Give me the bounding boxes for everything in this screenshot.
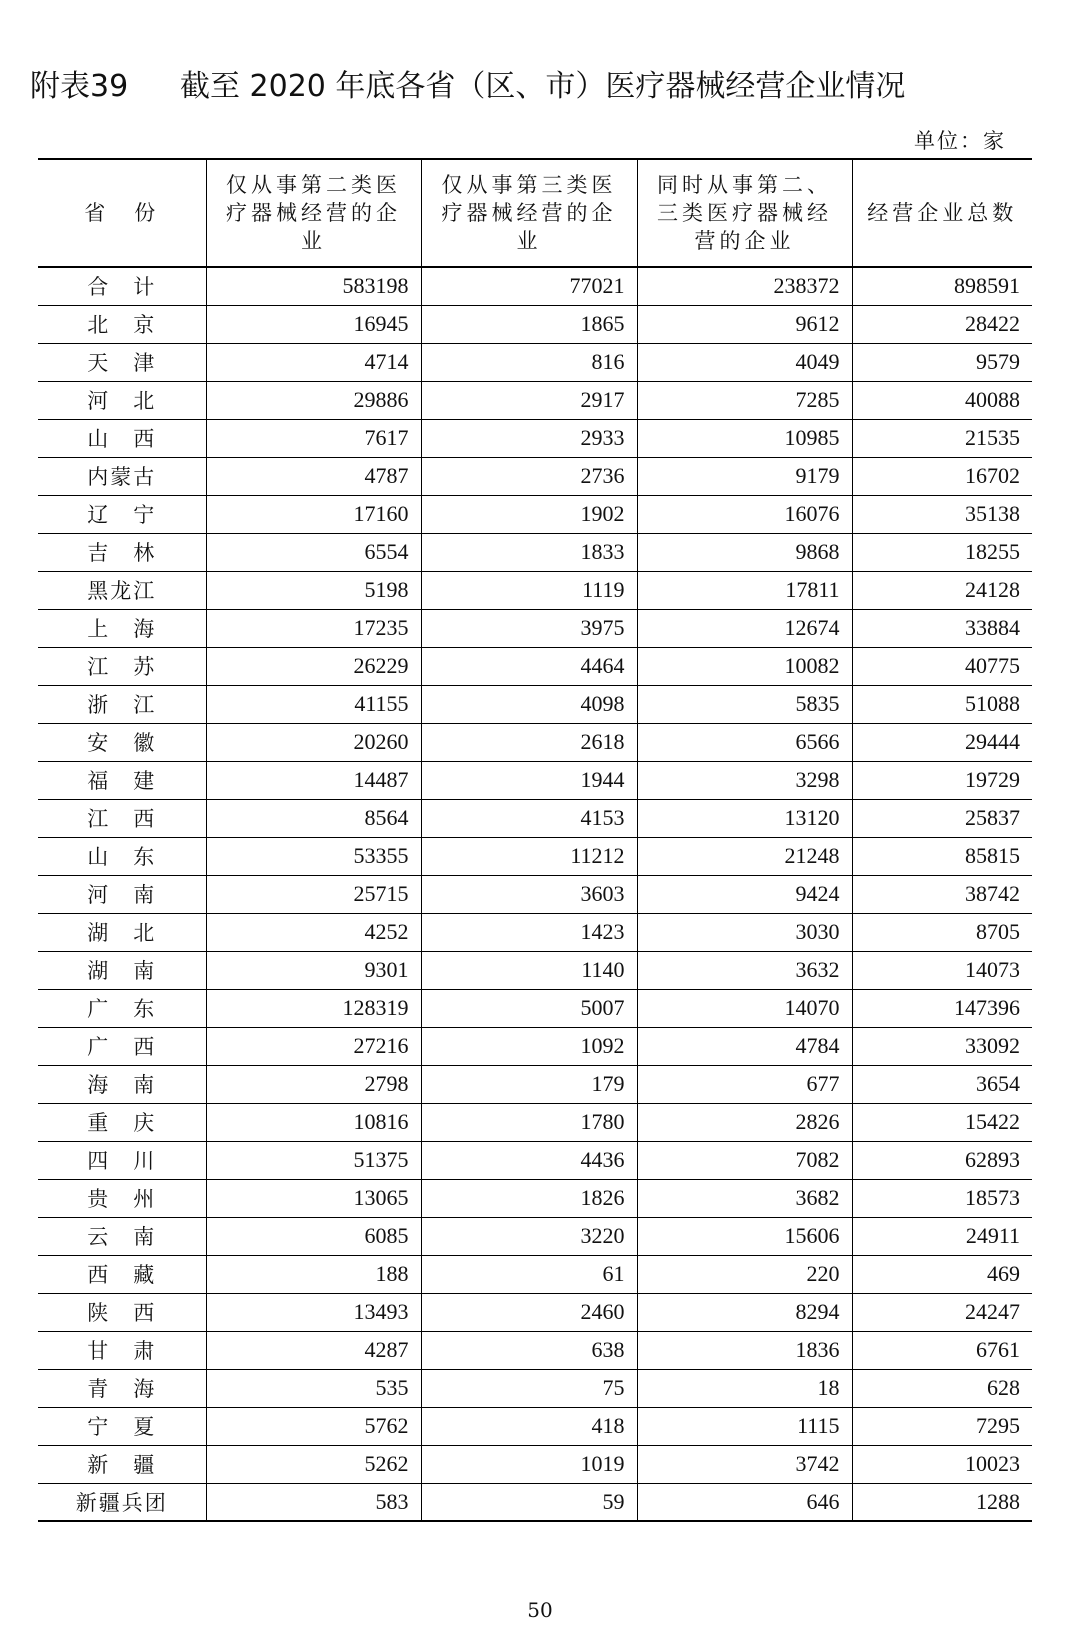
table-row: [38, 1065, 1032, 1103]
class3-only-cell: 77021: [421, 267, 637, 305]
class3-only-cell: 59: [421, 1483, 637, 1521]
province-cell: 贵 州: [38, 1179, 206, 1217]
class3-only-cell: 1423: [421, 913, 637, 951]
province-cell: 吉 林: [38, 533, 206, 571]
total-cell: 62893: [852, 1141, 1032, 1179]
class3-only-cell: 816: [421, 343, 637, 381]
header-class2-and-3: 同时从事第二、三类医疗器械经营的企业: [637, 159, 852, 267]
class2-only-cell: 128319: [206, 989, 421, 1027]
class2-only-cell: 41155: [206, 685, 421, 723]
class2-only-cell: 8564: [206, 799, 421, 837]
table-row: [38, 1141, 1032, 1179]
class3-only-cell: 1865: [421, 305, 637, 343]
total-cell: 33092: [852, 1027, 1032, 1065]
table-row: [38, 989, 1032, 1027]
class2-and-3-cell: 4784: [637, 1027, 852, 1065]
table-title: [30, 62, 1030, 112]
province-cell: 西 藏: [38, 1255, 206, 1293]
class2-and-3-cell: 6566: [637, 723, 852, 761]
class3-only-cell: 1944: [421, 761, 637, 799]
class2-only-cell: 6554: [206, 533, 421, 571]
class2-only-cell: 5198: [206, 571, 421, 609]
province-cell: 合 计: [38, 267, 206, 305]
table-row: [38, 1103, 1032, 1141]
class2-only-cell: 29886: [206, 381, 421, 419]
class2-only-cell: 5762: [206, 1407, 421, 1445]
total-cell: 85815: [852, 837, 1032, 875]
province-cell: 重 庆: [38, 1103, 206, 1141]
class2-only-cell: 7617: [206, 419, 421, 457]
province-cell: 新 疆: [38, 1445, 206, 1483]
province-cell: 甘 肃: [38, 1331, 206, 1369]
class2-only-cell: 17235: [206, 609, 421, 647]
class2-and-3-cell: 9424: [637, 875, 852, 913]
table-row: [38, 305, 1032, 343]
province-cell: 江 苏: [38, 647, 206, 685]
table-row: [38, 799, 1032, 837]
class2-and-3-cell: 10985: [637, 419, 852, 457]
total-cell: 469: [852, 1255, 1032, 1293]
table-row: [38, 761, 1032, 799]
class3-only-cell: 2933: [421, 419, 637, 457]
province-cell: 宁 夏: [38, 1407, 206, 1445]
total-cell: 28422: [852, 305, 1032, 343]
table-row: [38, 913, 1032, 951]
table-row: [38, 381, 1032, 419]
table-row: [38, 571, 1032, 609]
province-cell: 天 津: [38, 343, 206, 381]
table-row: [38, 533, 1032, 571]
class2-and-3-cell: 17811: [637, 571, 852, 609]
province-cell: 上 海: [38, 609, 206, 647]
table-row: [38, 1407, 1032, 1445]
table-number: 附表39: [30, 69, 129, 104]
class2-only-cell: 583: [206, 1483, 421, 1521]
total-cell: 24247: [852, 1293, 1032, 1331]
class2-and-3-cell: 3632: [637, 951, 852, 989]
total-cell: 21535: [852, 419, 1032, 457]
table-row: [38, 1293, 1032, 1331]
class3-only-cell: 2736: [421, 457, 637, 495]
class3-only-cell: 3603: [421, 875, 637, 913]
class3-only-cell: 11212: [421, 837, 637, 875]
province-cell: 陕 西: [38, 1293, 206, 1331]
class2-and-3-cell: 16076: [637, 495, 852, 533]
class2-and-3-cell: 21248: [637, 837, 852, 875]
class2-and-3-cell: 13120: [637, 799, 852, 837]
province-cell: 青 海: [38, 1369, 206, 1407]
class2-and-3-cell: 5835: [637, 685, 852, 723]
total-cell: 898591: [852, 267, 1032, 305]
province-cell: 内蒙古: [38, 457, 206, 495]
table-row: [38, 1483, 1032, 1521]
class3-only-cell: 1092: [421, 1027, 637, 1065]
table-row: [38, 1179, 1032, 1217]
class2-only-cell: 17160: [206, 495, 421, 533]
total-cell: 147396: [852, 989, 1032, 1027]
table-title-text: 截至 2020 年底各省（区、市）医疗器械经营企业情况: [180, 69, 906, 104]
class3-only-cell: 4153: [421, 799, 637, 837]
class3-only-cell: 418: [421, 1407, 637, 1445]
total-cell: 18255: [852, 533, 1032, 571]
class3-only-cell: 1019: [421, 1445, 637, 1483]
table-row: [38, 457, 1032, 495]
province-cell: 福 建: [38, 761, 206, 799]
class2-and-3-cell: 7285: [637, 381, 852, 419]
class3-only-cell: 1780: [421, 1103, 637, 1141]
table-row: [38, 1445, 1032, 1483]
class3-only-cell: 4098: [421, 685, 637, 723]
class2-and-3-cell: 18: [637, 1369, 852, 1407]
class3-only-cell: 1833: [421, 533, 637, 571]
class2-only-cell: 188: [206, 1255, 421, 1293]
province-cell: 湖 南: [38, 951, 206, 989]
class2-only-cell: 16945: [206, 305, 421, 343]
table-row: [38, 1255, 1032, 1293]
class2-only-cell: 4287: [206, 1331, 421, 1369]
class3-only-cell: 1119: [421, 571, 637, 609]
class2-and-3-cell: 220: [637, 1255, 852, 1293]
total-cell: 51088: [852, 685, 1032, 723]
class2-and-3-cell: 9612: [637, 305, 852, 343]
class3-only-cell: 2460: [421, 1293, 637, 1331]
class2-only-cell: 6085: [206, 1217, 421, 1255]
class2-and-3-cell: 3742: [637, 1445, 852, 1483]
province-cell: 浙 江: [38, 685, 206, 723]
class2-only-cell: 535: [206, 1369, 421, 1407]
class2-and-3-cell: 2826: [637, 1103, 852, 1141]
total-cell: 9579: [852, 343, 1032, 381]
province-cell: 云 南: [38, 1217, 206, 1255]
class3-only-cell: 1902: [421, 495, 637, 533]
class3-only-cell: 179: [421, 1065, 637, 1103]
class2-and-3-cell: 14070: [637, 989, 852, 1027]
class3-only-cell: 61: [421, 1255, 637, 1293]
table-row: [38, 1369, 1032, 1407]
total-cell: 16702: [852, 457, 1032, 495]
table-row: [38, 723, 1032, 761]
page-number: 50: [527, 1598, 553, 1622]
table-body: [38, 267, 1032, 1521]
class2-only-cell: 13065: [206, 1179, 421, 1217]
class2-only-cell: 5262: [206, 1445, 421, 1483]
class2-and-3-cell: 4049: [637, 343, 852, 381]
class3-only-cell: 638: [421, 1331, 637, 1369]
total-cell: 7295: [852, 1407, 1032, 1445]
class2-and-3-cell: 15606: [637, 1217, 852, 1255]
class2-and-3-cell: 3682: [637, 1179, 852, 1217]
total-row: [38, 267, 1032, 305]
class2-only-cell: 4787: [206, 457, 421, 495]
header-total: 经营企业总数: [852, 159, 1032, 267]
class2-and-3-cell: 7082: [637, 1141, 852, 1179]
table-row: [38, 951, 1032, 989]
table-row: [38, 837, 1032, 875]
header-class3-only: 仅从事第三类医疗器械经营的企业: [421, 159, 637, 267]
class2-and-3-cell: 1836: [637, 1331, 852, 1369]
province-cell: 海 南: [38, 1065, 206, 1103]
class3-only-cell: 3975: [421, 609, 637, 647]
province-cell: 广 东: [38, 989, 206, 1027]
province-cell: 河 北: [38, 381, 206, 419]
class2-and-3-cell: 9868: [637, 533, 852, 571]
class3-only-cell: 5007: [421, 989, 637, 1027]
total-cell: 24128: [852, 571, 1032, 609]
table-row: [38, 875, 1032, 913]
class2-only-cell: 4714: [206, 343, 421, 381]
total-cell: 38742: [852, 875, 1032, 913]
total-cell: 10023: [852, 1445, 1032, 1483]
class2-and-3-cell: 10082: [637, 647, 852, 685]
province-cell: 广 西: [38, 1027, 206, 1065]
total-cell: 25837: [852, 799, 1032, 837]
total-cell: 40088: [852, 381, 1032, 419]
total-cell: 8705: [852, 913, 1032, 951]
table-row: [38, 419, 1032, 457]
table-row: [38, 495, 1032, 533]
class3-only-cell: 2917: [421, 381, 637, 419]
class2-only-cell: 9301: [206, 951, 421, 989]
class2-only-cell: 25715: [206, 875, 421, 913]
class2-and-3-cell: 3298: [637, 761, 852, 799]
table-row: [38, 647, 1032, 685]
class3-only-cell: 3220: [421, 1217, 637, 1255]
class2-only-cell: 10816: [206, 1103, 421, 1141]
class2-only-cell: 51375: [206, 1141, 421, 1179]
table-row: [38, 609, 1032, 647]
class2-only-cell: 13493: [206, 1293, 421, 1331]
class3-only-cell: 2618: [421, 723, 637, 761]
province-cell: 四 川: [38, 1141, 206, 1179]
province-cell: 山 西: [38, 419, 206, 457]
class2-and-3-cell: 9179: [637, 457, 852, 495]
total-cell: 29444: [852, 723, 1032, 761]
class2-and-3-cell: 12674: [637, 609, 852, 647]
total-cell: 3654: [852, 1065, 1032, 1103]
total-cell: 1288: [852, 1483, 1032, 1521]
class2-only-cell: 14487: [206, 761, 421, 799]
class3-only-cell: 75: [421, 1369, 637, 1407]
province-cell: 辽 宁: [38, 495, 206, 533]
table-row: [38, 1217, 1032, 1255]
class2-and-3-cell: 8294: [637, 1293, 852, 1331]
total-cell: 628: [852, 1369, 1032, 1407]
table-row: [38, 1027, 1032, 1065]
enterprise-table: [38, 158, 1032, 1522]
class2-and-3-cell: 3030: [637, 913, 852, 951]
total-cell: 33884: [852, 609, 1032, 647]
class3-only-cell: 4436: [421, 1141, 637, 1179]
province-cell: 江 西: [38, 799, 206, 837]
class2-only-cell: 26229: [206, 647, 421, 685]
total-cell: 35138: [852, 495, 1032, 533]
class3-only-cell: 1826: [421, 1179, 637, 1217]
province-cell: 湖 北: [38, 913, 206, 951]
province-cell: 黑龙江: [38, 571, 206, 609]
class2-and-3-cell: 646: [637, 1483, 852, 1521]
total-cell: 40775: [852, 647, 1032, 685]
class2-and-3-cell: 1115: [637, 1407, 852, 1445]
class2-only-cell: 20260: [206, 723, 421, 761]
province-cell: 山 东: [38, 837, 206, 875]
province-cell: 北 京: [38, 305, 206, 343]
total-cell: 6761: [852, 1331, 1032, 1369]
header-class2-only: 仅从事第二类医疗器械经营的企业: [206, 159, 421, 267]
class2-and-3-cell: 677: [637, 1065, 852, 1103]
total-cell: 24911: [852, 1217, 1032, 1255]
total-cell: 14073: [852, 951, 1032, 989]
class2-only-cell: 2798: [206, 1065, 421, 1103]
header-province: 省 份: [38, 159, 206, 267]
class2-only-cell: 53355: [206, 837, 421, 875]
header-row: [38, 159, 1032, 267]
class3-only-cell: 4464: [421, 647, 637, 685]
total-cell: 15422: [852, 1103, 1032, 1141]
class2-only-cell: 583198: [206, 267, 421, 305]
province-cell: 安 徽: [38, 723, 206, 761]
table-row: [38, 1331, 1032, 1369]
unit-note: 单位：家: [914, 129, 1006, 153]
table-row: [38, 685, 1032, 723]
table-row: [38, 343, 1032, 381]
class2-only-cell: 27216: [206, 1027, 421, 1065]
province-cell: 新疆兵团: [38, 1483, 206, 1521]
total-cell: 18573: [852, 1179, 1032, 1217]
class2-only-cell: 4252: [206, 913, 421, 951]
total-cell: 19729: [852, 761, 1032, 799]
province-cell: 河 南: [38, 875, 206, 913]
class2-and-3-cell: 238372: [637, 267, 852, 305]
class3-only-cell: 1140: [421, 951, 637, 989]
